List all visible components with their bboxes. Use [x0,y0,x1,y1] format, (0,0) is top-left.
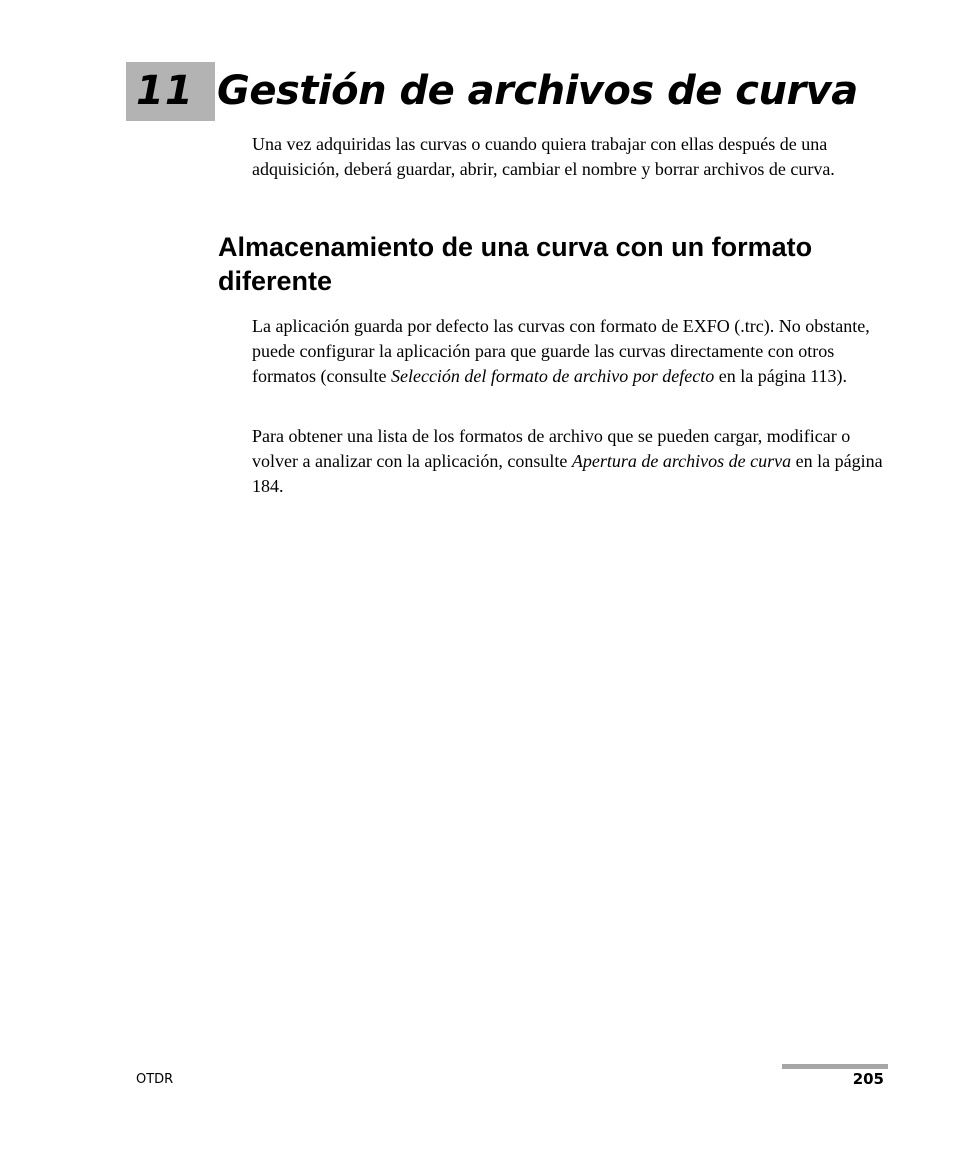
paragraph-text: Para obtener una lista de los formatos de archivo que se pueden cargar, modificar o volver a analizar con la aplicación, consulte [252,426,851,471]
paragraph-text: en la página 184. [252,451,883,496]
chapter-title: Gestión de archivos de curva [217,68,858,114]
section-heading: Almacenamiento de una curva con un formato diferente [218,232,813,296]
footer-product-name: OTDR [136,1072,174,1087]
chapter-intro: Una vez adquiridas las curvas o cuando quiera trabajar con ellas después de una adquisición, deberá guardar, abrir, cambiar el nombre y borrar archivos de curva. [252,134,835,179]
chapter-number: 11 [136,68,194,114]
paragraph-text: en la página 113). [714,366,848,386]
footer-rule [782,1064,888,1069]
section-paragraph-1 [252,314,892,389]
cross-reference-link[interactable]: Selección del formato de archivo por defecto [390,366,715,386]
section-paragraph-2 [252,424,892,499]
paragraph-text: La aplicación guarda por defecto las curvas con formato de EXFO (.trc). No obstante, puede configurar la aplicación para que guarde las curvas directamente con otros formatos (consulte [252,316,870,386]
cross-reference-link[interactable]: Apertura de archivos de curva [571,451,792,471]
footer-page-number: 205 [852,1070,884,1088]
